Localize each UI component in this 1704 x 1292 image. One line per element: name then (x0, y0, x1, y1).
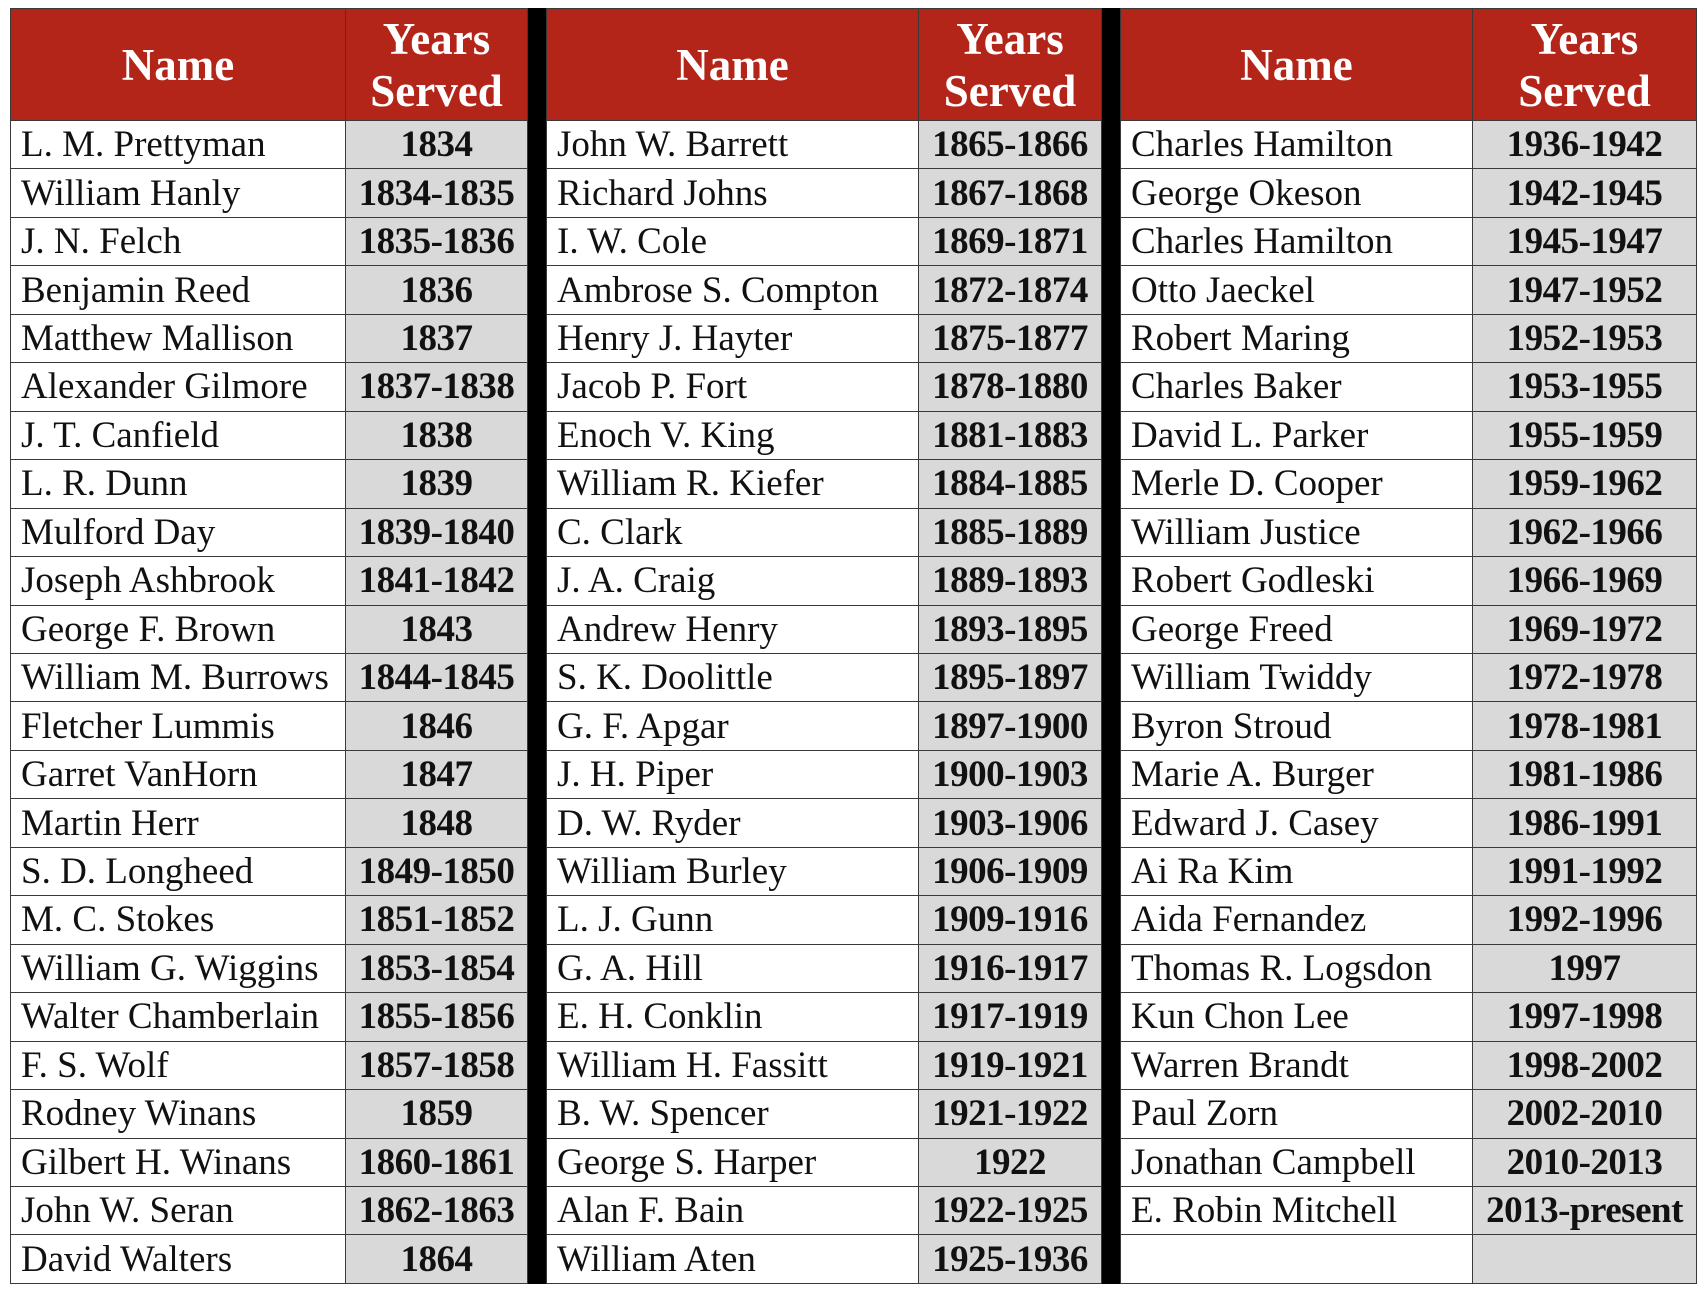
table-row (1121, 653, 1697, 701)
years-served (1473, 1235, 1697, 1284)
years-served: 1834-1835 (346, 169, 528, 217)
pastor-name: F. S. Wolf (11, 1041, 346, 1089)
table-row (11, 217, 528, 265)
pastor-name: Otto Jaeckel (1121, 266, 1473, 314)
years-served: 1851-1852 (346, 896, 528, 944)
pastor-name: Aida Fernandez (1121, 896, 1473, 944)
years-served-header: Years Served (1473, 9, 1697, 121)
years-served: 1981-1986 (1473, 750, 1697, 798)
table-row (547, 605, 1102, 653)
table-row (547, 314, 1102, 362)
table-row (1121, 799, 1697, 847)
pastor-name: Matthew Mallison (11, 314, 346, 362)
pastor-name: George Freed (1121, 605, 1473, 653)
pastor-name: G. A. Hill (547, 944, 919, 992)
pastor-name: G. F. Apgar (547, 702, 919, 750)
pastor-name: Charles Hamilton (1121, 121, 1473, 169)
table-row (547, 508, 1102, 556)
years-served: 1835-1836 (346, 217, 528, 265)
years-served: 1906-1909 (919, 847, 1102, 895)
pastor-name: L. R. Dunn (11, 460, 346, 508)
pastor-name: Fletcher Lummis (11, 702, 346, 750)
table-row (1121, 460, 1697, 508)
table-row (11, 702, 528, 750)
years-served: 1959-1962 (1473, 460, 1697, 508)
years-served: 1992-1996 (1473, 896, 1697, 944)
pastor-name: Jonathan Campbell (1121, 1138, 1473, 1186)
pastor-name: Alan F. Bain (547, 1186, 919, 1234)
pastor-name (1121, 1235, 1473, 1284)
table-row (11, 411, 528, 459)
table-row (547, 460, 1102, 508)
years-served: 1849-1850 (346, 847, 528, 895)
years-served: 1936-1942 (1473, 121, 1697, 169)
years-served: 1847 (346, 750, 528, 798)
table-row (1121, 363, 1697, 411)
pastor-name: Jacob P. Fort (547, 363, 919, 411)
table-row (547, 557, 1102, 605)
years-served: 1953-1955 (1473, 363, 1697, 411)
table-row (11, 363, 528, 411)
table-row (11, 121, 528, 169)
years-served: 1947-1952 (1473, 266, 1697, 314)
years-served: 1839-1840 (346, 508, 528, 556)
pastor-roster (10, 8, 1694, 1284)
pastor-name: J. H. Piper (547, 750, 919, 798)
years-served: 1955-1959 (1473, 411, 1697, 459)
header-row (1121, 9, 1697, 121)
header-row (11, 9, 528, 121)
years-served: 1885-1889 (919, 508, 1102, 556)
pastor-name: E. H. Conklin (547, 993, 919, 1041)
table-row (1121, 1186, 1697, 1234)
table-row (1121, 266, 1697, 314)
years-served: 1857-1858 (346, 1041, 528, 1089)
years-served: 1837 (346, 314, 528, 362)
pastor-name: David Walters (11, 1235, 346, 1284)
years-served: 1834 (346, 121, 528, 169)
pastor-name: J. N. Felch (11, 217, 346, 265)
table-row (547, 169, 1102, 217)
pastor-name: Henry J. Hayter (547, 314, 919, 362)
table-row (11, 460, 528, 508)
table-row (547, 1041, 1102, 1089)
table-row (547, 1186, 1102, 1234)
years-served: 1945-1947 (1473, 217, 1697, 265)
pastor-name: Robert Maring (1121, 314, 1473, 362)
pastor-name: William M. Burrows (11, 653, 346, 701)
table-row (547, 750, 1102, 798)
table-row (547, 363, 1102, 411)
years-served: 1869-1871 (919, 217, 1102, 265)
years-served: 1962-1966 (1473, 508, 1697, 556)
pastor-name: E. Robin Mitchell (1121, 1186, 1473, 1234)
table-row (1121, 1041, 1697, 1089)
pastor-name: B. W. Spencer (547, 1090, 919, 1138)
pastor-name: Walter Chamberlain (11, 993, 346, 1041)
pastor-name: Enoch V. King (547, 411, 919, 459)
years-served: 1838 (346, 411, 528, 459)
pastor-name: J. A. Craig (547, 557, 919, 605)
pastor-name: Benjamin Reed (11, 266, 346, 314)
table-row (547, 993, 1102, 1041)
table-row (11, 750, 528, 798)
pastor-name: William Justice (1121, 508, 1473, 556)
table-row (1121, 217, 1697, 265)
pastor-name: Thomas R. Logsdon (1121, 944, 1473, 992)
years-served: 1853-1854 (346, 944, 528, 992)
table-row (547, 1090, 1102, 1138)
years-served: 1998-2002 (1473, 1041, 1697, 1089)
years-served: 1895-1897 (919, 653, 1102, 701)
years-served: 1921-1922 (919, 1090, 1102, 1138)
table-row (11, 1090, 528, 1138)
table-row (1121, 1090, 1697, 1138)
pastor-name: S. D. Longheed (11, 847, 346, 895)
years-served: 1862-1863 (346, 1186, 528, 1234)
pastor-name: David L. Parker (1121, 411, 1473, 459)
pastor-name: Marie A. Burger (1121, 750, 1473, 798)
pastor-name: L. J. Gunn (547, 896, 919, 944)
years-served: 1893-1895 (919, 605, 1102, 653)
table-row (547, 944, 1102, 992)
table-row (1121, 993, 1697, 1041)
pastor-name: George Okeson (1121, 169, 1473, 217)
years-served: 1925-1936 (919, 1235, 1102, 1284)
years-served: 1978-1981 (1473, 702, 1697, 750)
name-header: Name (11, 9, 346, 121)
years-served: 1986-1991 (1473, 799, 1697, 847)
pastor-name: Edward J. Casey (1121, 799, 1473, 847)
pastor-name: William Twiddy (1121, 653, 1473, 701)
years-served: 1922-1925 (919, 1186, 1102, 1234)
years-served-header: Years Served (346, 9, 528, 121)
table-row (11, 605, 528, 653)
table-row (11, 653, 528, 701)
header-row (547, 9, 1102, 121)
pastor-name: M. C. Stokes (11, 896, 346, 944)
years-served: 1952-1953 (1473, 314, 1697, 362)
table-row (1121, 169, 1697, 217)
years-served: 1900-1903 (919, 750, 1102, 798)
years-served: 1916-1917 (919, 944, 1102, 992)
pastor-name: William H. Fassitt (547, 1041, 919, 1089)
years-served: 1848 (346, 799, 528, 847)
table-row (11, 944, 528, 992)
years-served: 1966-1969 (1473, 557, 1697, 605)
table-row (11, 1041, 528, 1089)
years-served: 1997-1998 (1473, 993, 1697, 1041)
years-served: 1969-1972 (1473, 605, 1697, 653)
table-row (11, 1235, 528, 1284)
years-served: 1865-1866 (919, 121, 1102, 169)
roster-table-2 (546, 8, 1102, 1284)
table-row (547, 799, 1102, 847)
pastor-name: J. T. Canfield (11, 411, 346, 459)
years-served: 1909-1916 (919, 896, 1102, 944)
table-row (547, 847, 1102, 895)
name-header: Name (1121, 9, 1473, 121)
years-served: 1839 (346, 460, 528, 508)
years-served: 1875-1877 (919, 314, 1102, 362)
years-served: 1942-1945 (1473, 169, 1697, 217)
pastor-name: Rodney Winans (11, 1090, 346, 1138)
table-row (11, 266, 528, 314)
years-served: 1878-1880 (919, 363, 1102, 411)
years-served: 2013-present (1473, 1186, 1697, 1234)
table-row (1121, 750, 1697, 798)
roster-table-1 (10, 8, 528, 1284)
table-row (547, 896, 1102, 944)
pastor-name: Martin Herr (11, 799, 346, 847)
column-divider (1102, 8, 1120, 1284)
years-served-header: Years Served (919, 9, 1102, 121)
pastor-name: Charles Hamilton (1121, 217, 1473, 265)
table-row (1121, 1138, 1697, 1186)
pastor-name: Merle D. Cooper (1121, 460, 1473, 508)
table-row (1121, 847, 1697, 895)
years-served: 1897-1900 (919, 702, 1102, 750)
years-served: 1837-1838 (346, 363, 528, 411)
pastor-name: Kun Chon Lee (1121, 993, 1473, 1041)
pastor-name: L. M. Prettyman (11, 121, 346, 169)
table-row (11, 169, 528, 217)
table-row (547, 702, 1102, 750)
years-served: 1843 (346, 605, 528, 653)
pastor-name: Warren Brandt (1121, 1041, 1473, 1089)
pastor-name: Paul Zorn (1121, 1090, 1473, 1138)
years-served: 1997 (1473, 944, 1697, 992)
pastor-name: Andrew Henry (547, 605, 919, 653)
pastor-name: Charles Baker (1121, 363, 1473, 411)
pastor-name: Ambrose S. Compton (547, 266, 919, 314)
years-served: 1881-1883 (919, 411, 1102, 459)
pastor-name: Ai Ra Kim (1121, 847, 1473, 895)
table-row (11, 1138, 528, 1186)
pastor-name: Robert Godleski (1121, 557, 1473, 605)
years-served: 1844-1845 (346, 653, 528, 701)
years-served: 1846 (346, 702, 528, 750)
table-row (547, 411, 1102, 459)
years-served: 1972-1978 (1473, 653, 1697, 701)
pastor-name: William Aten (547, 1235, 919, 1284)
table-row (1121, 896, 1697, 944)
years-served: 1855-1856 (346, 993, 528, 1041)
table-row (1121, 121, 1697, 169)
table-row (547, 1138, 1102, 1186)
column-divider (528, 8, 546, 1284)
years-served: 1919-1921 (919, 1041, 1102, 1089)
pastor-name: I. W. Cole (547, 217, 919, 265)
table-row (1121, 1235, 1697, 1284)
years-served: 1884-1885 (919, 460, 1102, 508)
roster-table-3 (1120, 8, 1697, 1284)
pastor-name: S. K. Doolittle (547, 653, 919, 701)
table-row (11, 847, 528, 895)
years-served: 2010-2013 (1473, 1138, 1697, 1186)
table-row (547, 217, 1102, 265)
pastor-name: Richard Johns (547, 169, 919, 217)
table-row (1121, 314, 1697, 362)
table-row (11, 1186, 528, 1234)
years-served: 1872-1874 (919, 266, 1102, 314)
years-served: 1859 (346, 1090, 528, 1138)
pastor-name: William R. Kiefer (547, 460, 919, 508)
pastor-name: George S. Harper (547, 1138, 919, 1186)
pastor-name: Garret VanHorn (11, 750, 346, 798)
pastor-name: George F. Brown (11, 605, 346, 653)
pastor-name: Joseph Ashbrook (11, 557, 346, 605)
table-row (1121, 702, 1697, 750)
pastor-name: Mulford Day (11, 508, 346, 556)
table-row (1121, 411, 1697, 459)
years-served: 1836 (346, 266, 528, 314)
years-served: 1991-1992 (1473, 847, 1697, 895)
table-row (547, 121, 1102, 169)
pastor-name: John W. Seran (11, 1186, 346, 1234)
table-row (1121, 508, 1697, 556)
years-served: 1841-1842 (346, 557, 528, 605)
table-row (547, 653, 1102, 701)
table-row (1121, 557, 1697, 605)
pastor-name: John W. Barrett (547, 121, 919, 169)
years-served: 1903-1906 (919, 799, 1102, 847)
years-served: 1860-1861 (346, 1138, 528, 1186)
years-served: 1917-1919 (919, 993, 1102, 1041)
pastor-name: Gilbert H. Winans (11, 1138, 346, 1186)
years-served: 1889-1893 (919, 557, 1102, 605)
pastor-name: Alexander Gilmore (11, 363, 346, 411)
table-row (11, 557, 528, 605)
table-row (11, 896, 528, 944)
table-row (547, 266, 1102, 314)
table-row (1121, 944, 1697, 992)
pastor-name: William G. Wiggins (11, 944, 346, 992)
years-served: 1922 (919, 1138, 1102, 1186)
table-row (11, 314, 528, 362)
name-header: Name (547, 9, 919, 121)
table-row (547, 1235, 1102, 1284)
years-served: 1867-1868 (919, 169, 1102, 217)
years-served: 2002-2010 (1473, 1090, 1697, 1138)
pastor-name: Byron Stroud (1121, 702, 1473, 750)
pastor-name: William Burley (547, 847, 919, 895)
years-served: 1864 (346, 1235, 528, 1284)
table-row (1121, 605, 1697, 653)
table-row (11, 799, 528, 847)
table-row (11, 993, 528, 1041)
pastor-name: C. Clark (547, 508, 919, 556)
table-row (11, 508, 528, 556)
pastor-name: William Hanly (11, 169, 346, 217)
pastor-name: D. W. Ryder (547, 799, 919, 847)
